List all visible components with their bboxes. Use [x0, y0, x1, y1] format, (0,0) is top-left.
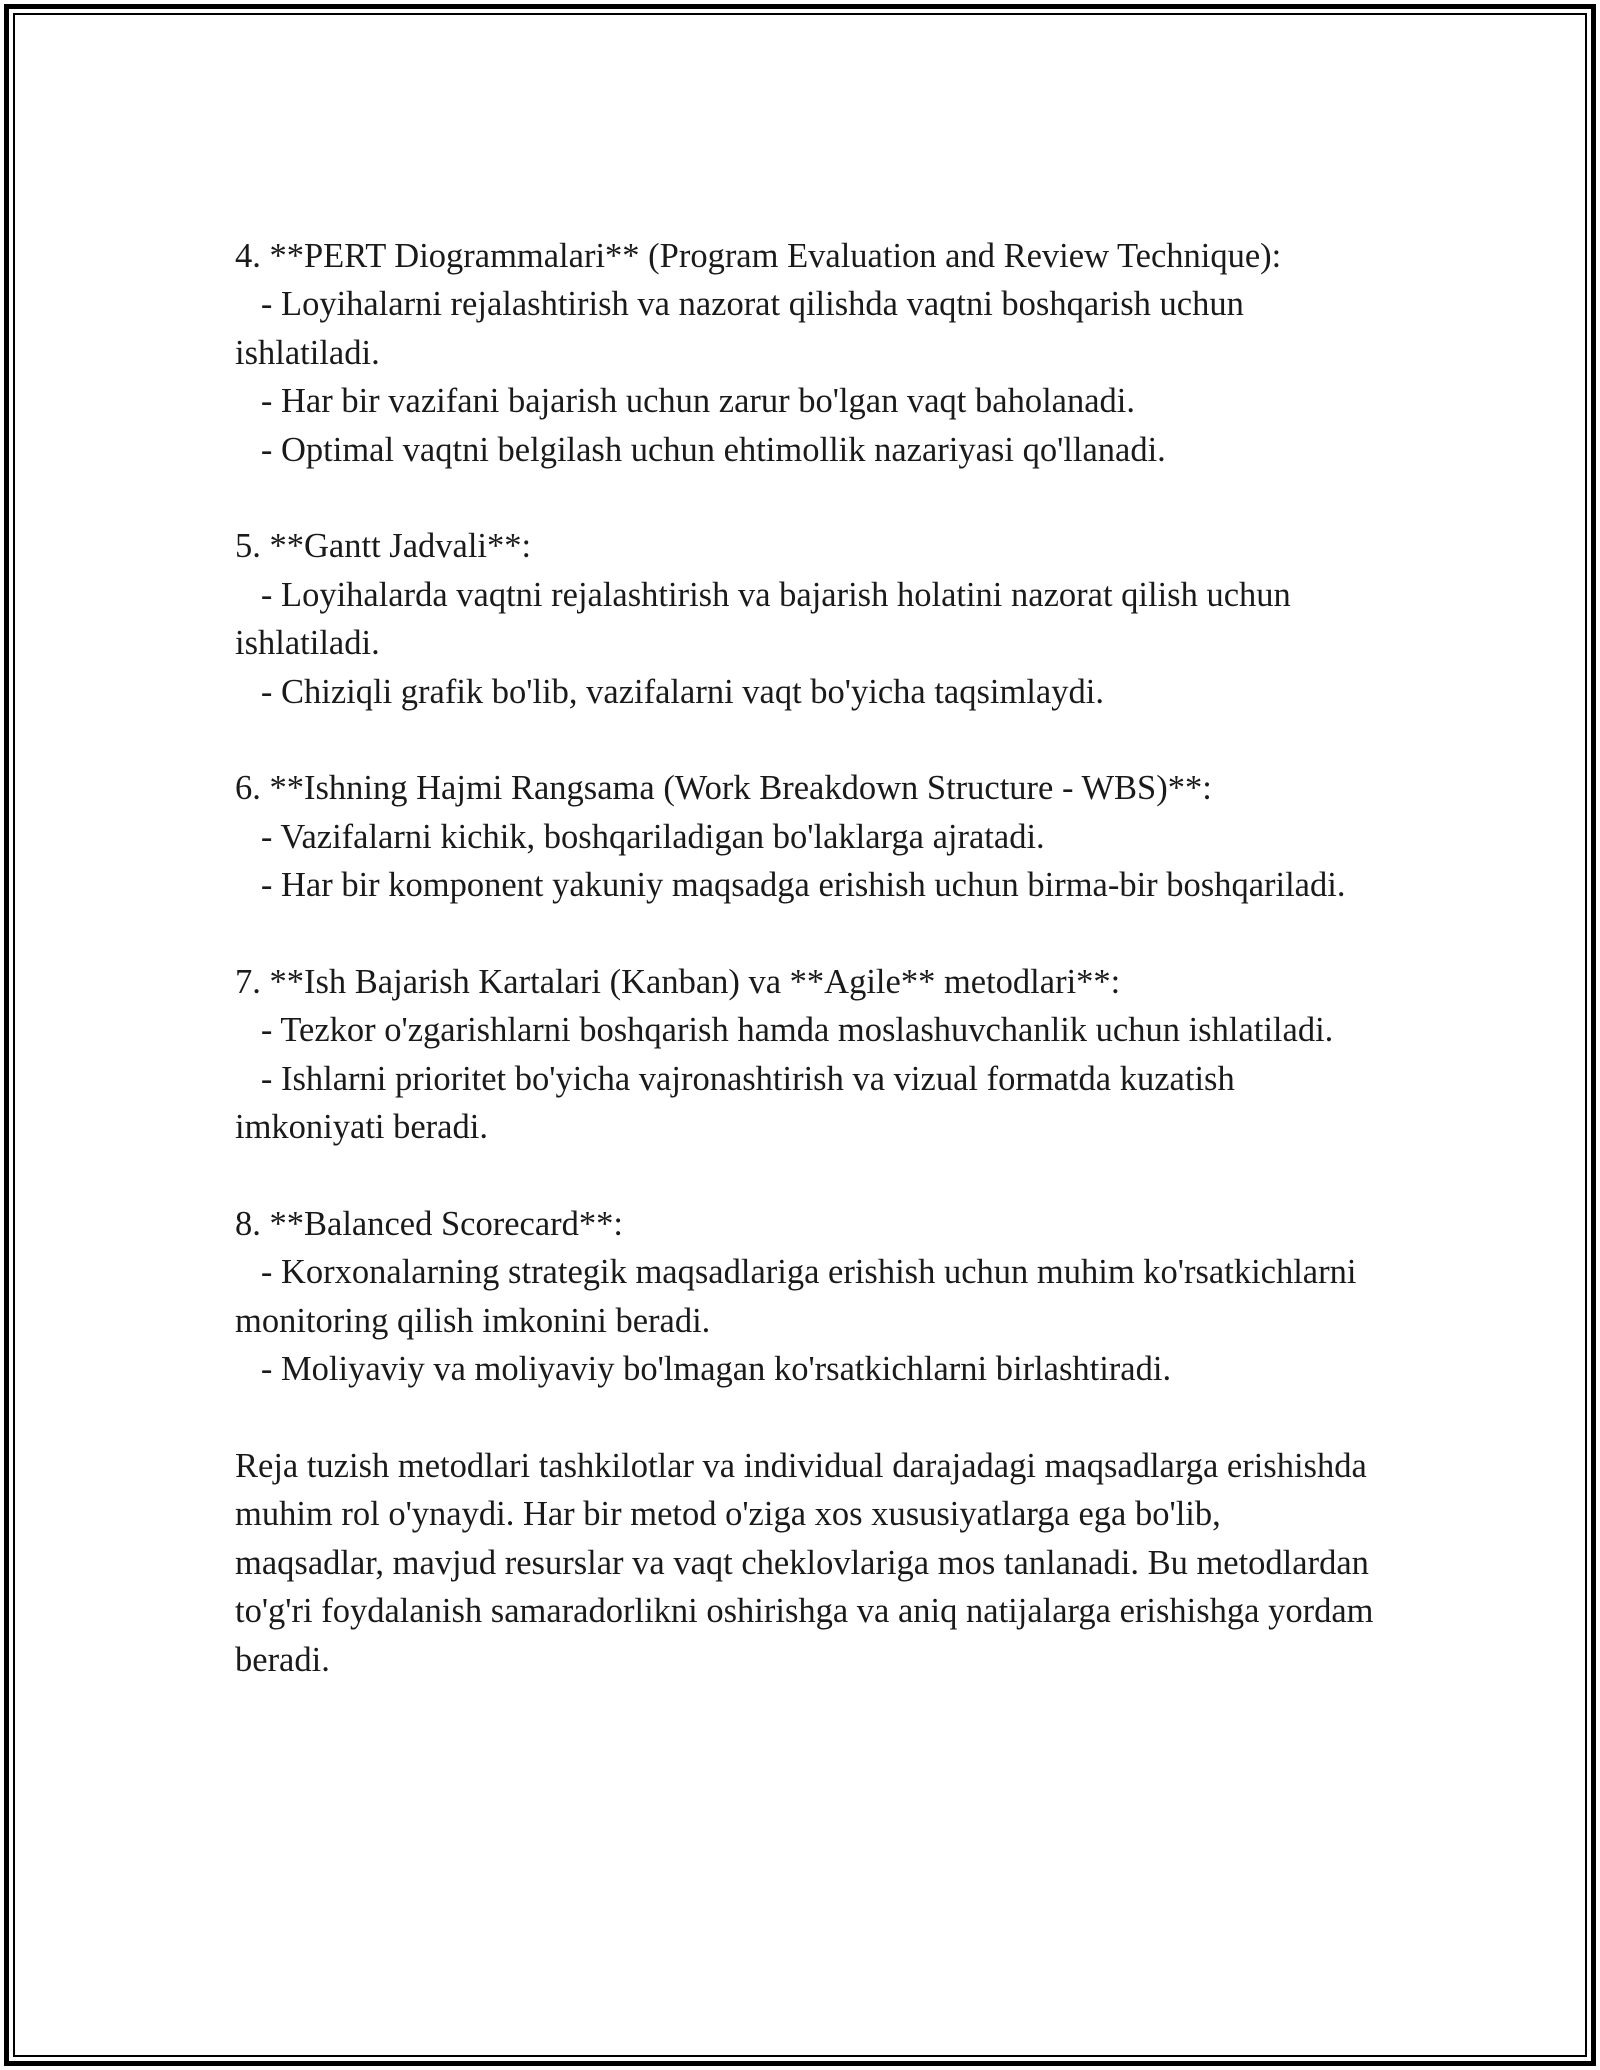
section-bullet: - Optimal vaqtni belgilash uchun ehtimollik nazariyasi qo'llanadi.: [235, 430, 1166, 469]
section-bullet: - Chiziqli grafik bo'lib, vazifalarni vaqt bo'yicha taqsimlaydi.: [235, 672, 1104, 711]
document-body: [235, 232, 1383, 1684]
section-bullet: - Moliyaviy va moliyaviy bo'lmagan ko'rsatkichlarni birlashtiradi.: [235, 1350, 1172, 1389]
conclusion-paragraph: Reja tuzish metodlari tashkilotlar va individual darajadagi maqsadlarga erishishda muhim rol o'ynaydi. Har bir metod o'ziga xos xususiyatlarga ega bo'lib, maqsadlar, mavjud resurslar va vaqt cheklovlariga mos tanlanadi. Bu metodlardan to'g'ri foydalanish samaradorlikni oshirishga va aniq natijalarga erishishga yordam beradi.: [235, 1447, 1383, 1679]
section-heading: 4. **PERT Diogrammalari** (Program Evaluation and Review Technique):: [235, 237, 1282, 275]
section-heading: 8. **Balanced Scorecard**:: [235, 1205, 623, 1244]
section-heading: 5. **Gantt Jadvali**:: [235, 527, 532, 566]
section-bullet: - Tezkor o'zgarishlarni boshqarish hamda moslashuvchanlik uchun ishlatiladi.: [235, 1011, 1334, 1050]
section-bullet: - Vazifalarni kichik, boshqariladigan bo'laklarga ajratadi.: [235, 817, 1045, 856]
paragraph-gap: [235, 716, 1375, 764]
section-heading: 6. **Ishning Hajmi Rangsama (Work Breakdown Structure - WBS)**:: [235, 769, 1212, 808]
section-bullet: - Har bir vazifani bajarish uchun zarur bo'lgan vaqt baholanadi.: [235, 382, 1135, 421]
paragraph-gap: [235, 474, 1375, 522]
section-bullet: - Loyihalarni rejalashtirish va nazorat qilishda vaqtni boshqarish uchun ishlatiladi.: [235, 285, 1253, 372]
paragraph-gap: [235, 1394, 1375, 1442]
section-bullet: - Korxonalarning strategik maqsadlariga erishish uchun muhim ko'rsatkichlarni monitoring qilish imkonini beradi.: [235, 1253, 1366, 1340]
section-heading: 7. **Ish Bajarish Kartalari (Kanban) va **Agile** metodlari**:: [235, 963, 1121, 1002]
section-bullet: - Ishlarni prioritet bo'yicha vajronashtirish va vizual formatda kuzatish imkoniyati beradi.: [235, 1059, 1244, 1147]
section-bullet: - Har bir komponent yakuniy maqsadga erishish uchun birma-bir boshqariladi.: [235, 866, 1346, 905]
paragraph-gap: [235, 910, 1375, 958]
section-bullet: - Loyihalarda vaqtni rejalashtirish va bajarish holatini nazorat qilish uchun ishlatiladi.: [235, 575, 1300, 663]
paragraph-gap: [235, 1152, 1375, 1200]
